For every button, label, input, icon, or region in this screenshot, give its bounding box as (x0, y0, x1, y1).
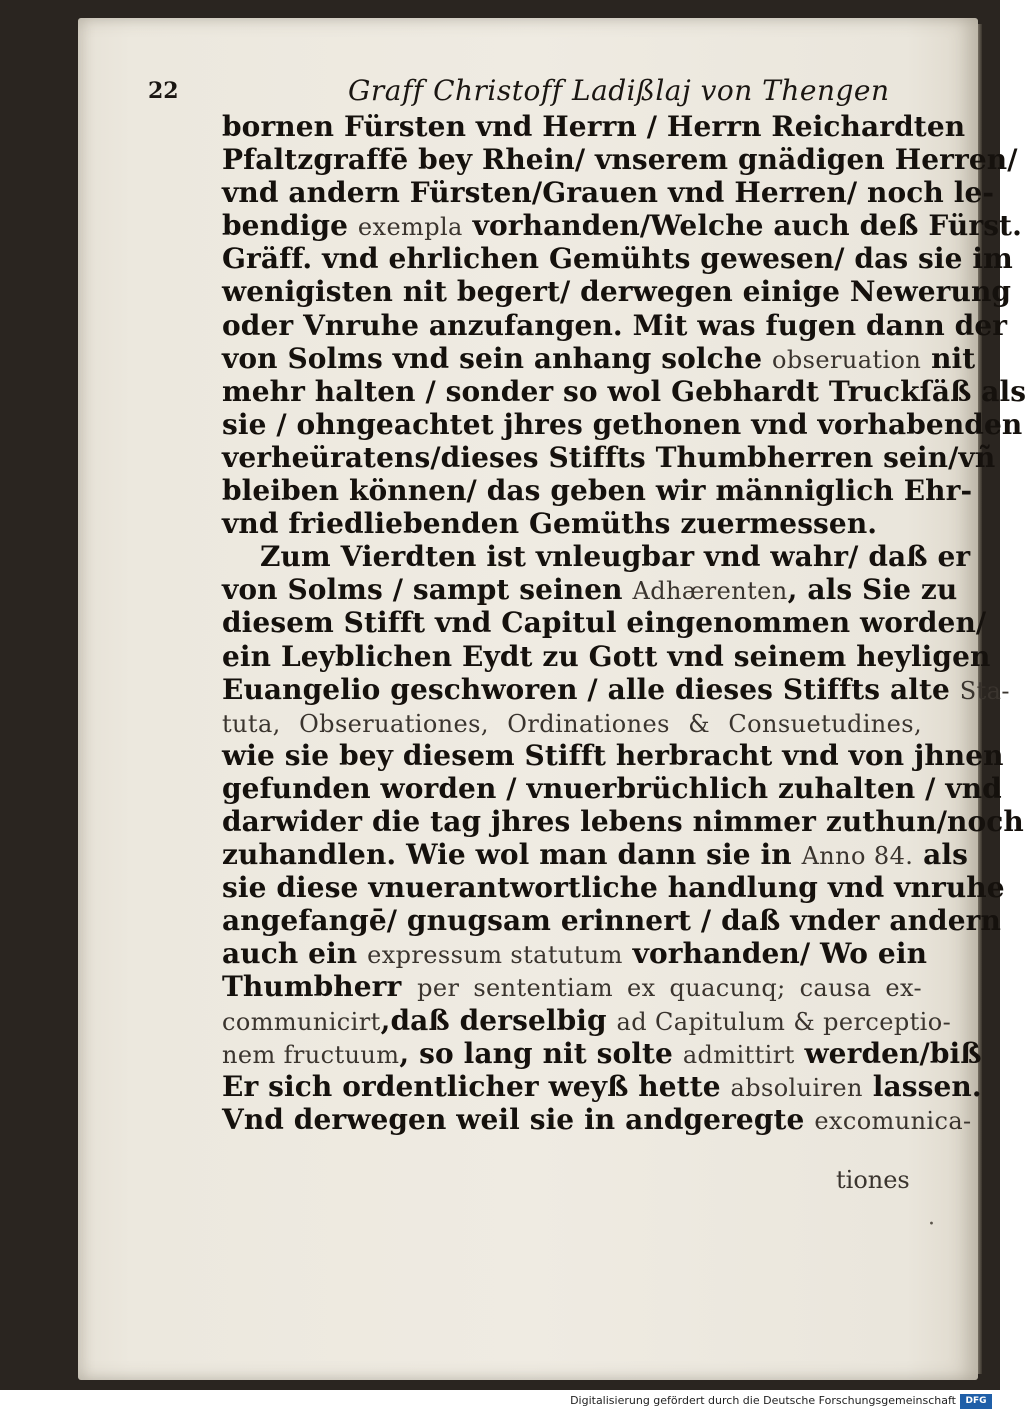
text-line (222, 606, 987, 640)
text-line (222, 308, 1008, 342)
antiqua-text: obseruation (772, 345, 922, 374)
catchword: tiones (836, 1166, 910, 1194)
text-line (222, 1069, 982, 1103)
fraktur-text: Pfaltzgraffē bey Rhein/ vnserem gnädigen Herren/ (222, 143, 1018, 177)
text-line (222, 507, 922, 540)
fraktur-text: vnd friedliebenden Gemüths zuermessen. (222, 507, 878, 541)
fraktur-text: ,daß derselbig (380, 1003, 617, 1037)
text-line (222, 738, 1004, 772)
fraktur-text: mehr halten / sonder so wol Gebhardt Truckſäß als (222, 374, 1026, 408)
text-line (222, 209, 1022, 243)
text-line (222, 242, 1013, 276)
fraktur-text: nit (921, 341, 976, 375)
antiqua-text: admittirt (682, 1040, 795, 1069)
antiqua-text: ad Capitulum & perceptio- (616, 1007, 952, 1036)
fraktur-text: zuhandlen. Wie wol man dann sie in (222, 838, 802, 872)
fraktur-text: sie diese vnuerantwortliche handlung vnd vnruhe (222, 871, 1005, 905)
fraktur-text: angefangē/ gnugsam erinnert / daß vnder andern (222, 904, 1001, 938)
text-line (222, 143, 1018, 177)
fraktur-text: von Solms vnd sein anhang solche (222, 341, 773, 375)
text-line (222, 275, 1012, 309)
antiqua-text: absoluiren (730, 1073, 863, 1102)
body-text (222, 110, 1026, 1136)
text-line (222, 639, 991, 673)
text-line (222, 176, 995, 210)
fraktur-text: wie sie bey diesem Stifft herbracht vnd von jhnen (222, 738, 1004, 772)
fraktur-text: Zum Vierdten ist vnleugbar vnd wahr/ daß er (260, 540, 971, 574)
fraktur-text: Vnd derwegen weil sie in andgeregte (222, 1102, 815, 1136)
text-line (222, 407, 1023, 441)
fraktur-text: werden/biß (794, 1036, 982, 1070)
fraktur-text: vorhanden/Welche auch deß Fürst. (462, 209, 1022, 243)
page-header-title: Graff Christoff Ladißlaj von Thengen (348, 74, 890, 107)
text-line (222, 1003, 952, 1037)
text-line (222, 1036, 982, 1070)
fraktur-text: sie / ohngeachtet jhres gethonen vnd vorhabenden (222, 407, 1023, 441)
page-number: 22 (148, 78, 179, 104)
text-line (222, 540, 971, 574)
fraktur-text: Er sich ordentlicher weyß hette (222, 1069, 731, 1103)
antiqua-text: expressum statutum (367, 941, 623, 970)
text-line (222, 706, 922, 739)
fraktur-text: bornen Fürsten vnd Herrn / Herrn Reichardten (222, 110, 966, 143)
footer (0, 1392, 1000, 1412)
fraktur-text: von Solms / sampt seinen (222, 573, 633, 607)
footer-credit: Digitalisierung gefördert durch die Deutsche Forschungsgemeinschaft (570, 1394, 956, 1407)
fraktur-text: auch ein (222, 937, 368, 971)
antiqua-text: Anno 84. (801, 842, 914, 871)
fraktur-text: , als Sie zu (787, 573, 958, 607)
antiqua-text: exempla (357, 213, 463, 242)
text-line (222, 672, 1010, 706)
fraktur-text: vnd andern Fürsten/Grauen vnd Herren/ noch le- (222, 176, 995, 210)
antiqua-text: nem fructuum (222, 1040, 400, 1069)
text-line (222, 341, 976, 375)
fraktur-text: ein Leyblichen Eydt zu Gott vnd seinem heyligen (222, 639, 991, 673)
antiqua-text: communicirt (222, 1007, 381, 1036)
antiqua-text: Adhærenten (632, 577, 788, 606)
fraktur-text: darwider die tag jhres lebens nimmer zuthun/noch (222, 804, 1024, 838)
text-line (222, 573, 958, 607)
fraktur-text: bendige (222, 209, 358, 243)
text-line (222, 771, 1002, 805)
text-line (222, 904, 1001, 938)
text-line (222, 1102, 972, 1136)
text-line (222, 474, 973, 508)
text-line (222, 804, 1024, 838)
text-line (222, 970, 922, 1003)
antiqua-text: Sta- (959, 676, 1010, 705)
fraktur-text: gefunden worden / vnuerbrüchlich zuhalten / vnd (222, 771, 1002, 805)
fraktur-text: als (913, 838, 968, 872)
text-line (222, 374, 1026, 408)
fraktur-text: vorhanden/ Wo ein (622, 937, 928, 971)
fraktur-text: Euangelio geschworen / alle dieses Stiffts alte (222, 672, 960, 706)
running-head (148, 74, 890, 114)
text-line (222, 937, 928, 971)
fraktur-text: verheüratens/dieses Stiffts Thumbherren sein/vñ (222, 440, 996, 474)
fraktur-text: Gräff. vnd ehrlichen Gemühts gewesen/ das sie im (222, 242, 1013, 276)
fraktur-text: diesem Stifft vnd Capitul eingenommen worden/ (222, 606, 987, 640)
text-line (222, 871, 1005, 905)
fraktur-text: wenigisten nit begert/ derwegen einige Newerung (222, 275, 1012, 309)
margin-mark: · (928, 1212, 935, 1237)
fraktur-text: lassen. (862, 1069, 982, 1103)
text-line (222, 110, 966, 143)
antiqua-text: excomunica- (814, 1106, 972, 1135)
fraktur-text: Thumbherr (222, 970, 418, 1004)
text-line (222, 440, 996, 474)
fraktur-text: oder Vnruhe anzufangen. Mit was fugen dann der (222, 308, 1008, 342)
antiqua-text: per sententiam ex quacunq; causa ex- (417, 974, 922, 1003)
antiqua-text: tuta, Obseruationes, Ordinationes & Consuetudines, (222, 709, 922, 738)
fraktur-text: , so lang nit solte (399, 1036, 683, 1070)
text-line (222, 838, 968, 872)
fraktur-text: bleiben können/ das geben wir männiglich Ehr- (222, 474, 973, 508)
dfg-logo-icon: DFG (960, 1394, 992, 1409)
